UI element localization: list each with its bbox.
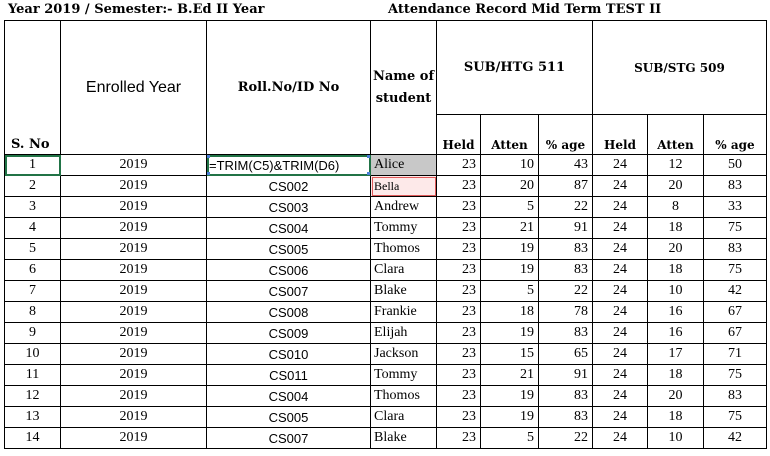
cell-sno[interactable]: 13 [5, 407, 61, 428]
cell-held-2[interactable]: 24 [593, 260, 648, 281]
cell-age-1[interactable]: 91 [539, 365, 593, 386]
cell-age-2[interactable]: 42 [704, 281, 767, 302]
cell-enrolled-year[interactable]: 2019 [61, 386, 207, 407]
cell-atten-1[interactable]: 19 [481, 323, 539, 344]
cell-sno[interactable]: 12 [5, 386, 61, 407]
cell-age-1[interactable]: 22 [539, 281, 593, 302]
cell-roll-no[interactable]: CS004 [207, 218, 371, 239]
cell-atten-2[interactable]: 20 [648, 176, 704, 197]
cell-age-2[interactable]: 75 [704, 218, 767, 239]
cell-age-1[interactable]: 83 [539, 260, 593, 281]
cell-held-2[interactable]: 24 [593, 386, 648, 407]
cell-held-2[interactable]: 24 [593, 176, 648, 197]
cell-held-1[interactable]: 23 [437, 365, 481, 386]
table-row [5, 218, 767, 239]
cell-enrolled-year[interactable]: 2019 [61, 365, 207, 386]
header-enrolled-year[interactable]: Enrolled Year [61, 21, 207, 155]
cell-enrolled-year[interactable]: 2019 [61, 155, 207, 176]
header-age-2[interactable]: % age [704, 115, 767, 155]
cell-enrolled-year[interactable]: 2019 [61, 302, 207, 323]
table-row [5, 323, 767, 344]
cell-held-2[interactable]: 24 [593, 302, 648, 323]
table-row [5, 407, 767, 428]
cell-enrolled-year[interactable]: 2019 [61, 239, 207, 260]
cell-atten-2[interactable]: 8 [648, 197, 704, 218]
cell-age-1[interactable]: 22 [539, 197, 593, 218]
cell-student-name[interactable]: Elijah [371, 323, 437, 344]
cell-held-2[interactable]: 24 [593, 218, 648, 239]
cell-age-2[interactable]: 83 [704, 386, 767, 407]
sheet-title-right[interactable]: Attendance Record Mid Term TEST II [388, 2, 662, 17]
cell-atten-2[interactable]: 18 [648, 218, 704, 239]
cell-roll-no[interactable]: CS007 [207, 281, 371, 302]
cell-student-name[interactable]: Thomos [371, 386, 437, 407]
cell-atten-2[interactable]: 16 [648, 302, 704, 323]
cell-atten-2[interactable]: 18 [648, 365, 704, 386]
cell-held-2[interactable]: 24 [593, 365, 648, 386]
cell-roll-no[interactable]: CS008 [207, 302, 371, 323]
cell-held-2[interactable]: 24 [593, 281, 648, 302]
table-row [5, 155, 767, 176]
cell-enrolled-year[interactable]: 2019 [61, 344, 207, 365]
cell-enrolled-year[interactable]: 2019 [61, 323, 207, 344]
header-held-1[interactable]: Held [437, 115, 481, 155]
header-age-1[interactable]: % age [539, 115, 593, 155]
cell-held-2[interactable]: 24 [593, 239, 648, 260]
cell-atten-1[interactable]: 21 [481, 365, 539, 386]
cell-age-2[interactable]: 75 [704, 365, 767, 386]
header-name-of-student[interactable] [371, 21, 437, 155]
cell-atten-2[interactable]: 12 [648, 155, 704, 176]
cell-age-2[interactable]: 83 [704, 239, 767, 260]
cell-age-1[interactable]: 83 [539, 239, 593, 260]
cell-enrolled-year[interactable]: 2019 [61, 260, 207, 281]
cell-roll-no[interactable]: CS005 [207, 239, 371, 260]
cell-student-name[interactable]: Andrew [371, 197, 437, 218]
cell-held-2[interactable]: 24 [593, 428, 648, 449]
cell-held-1[interactable]: 23 [437, 281, 481, 302]
header-name-text: Name of student [372, 68, 435, 106]
cell-age-1[interactable]: 83 [539, 407, 593, 428]
cell-atten-1[interactable]: 5 [481, 428, 539, 449]
table-row [5, 197, 767, 218]
cell-roll-no[interactable]: CS005 [207, 407, 371, 428]
cell-age-1[interactable]: 91 [539, 218, 593, 239]
cell-roll-no[interactable]: CS011 [207, 365, 371, 386]
cell-age-2[interactable]: 42 [704, 428, 767, 449]
cell-atten-2[interactable]: 10 [648, 281, 704, 302]
cell-sno[interactable]: 9 [5, 323, 61, 344]
table-row [5, 428, 767, 449]
table-row [5, 365, 767, 386]
cell-atten-1[interactable]: 21 [481, 218, 539, 239]
cell-atten-2[interactable]: 18 [648, 260, 704, 281]
cell-held-2[interactable]: 24 [593, 407, 648, 428]
cell-age-1[interactable]: 83 [539, 386, 593, 407]
cell-atten-1[interactable]: 10 [481, 155, 539, 176]
selection-handle[interactable] [207, 155, 211, 159]
cell-atten-1[interactable]: 5 [481, 197, 539, 218]
cell-age-1[interactable]: 78 [539, 302, 593, 323]
cell-age-2[interactable]: 67 [704, 323, 767, 344]
cell-roll-no[interactable]: CS006 [207, 260, 371, 281]
cell-roll-no[interactable]: CS007 [207, 428, 371, 449]
cell-sno[interactable]: 2 [5, 176, 61, 197]
header-sub-stg-509[interactable]: SUB/STG 509 [593, 21, 767, 115]
cell-enrolled-year[interactable]: 2019 [61, 407, 207, 428]
cell-sno[interactable]: 5 [5, 239, 61, 260]
cell-student-name[interactable]: Frankie [371, 302, 437, 323]
cell-age-2[interactable]: 33 [704, 197, 767, 218]
cell-atten-1[interactable]: 19 [481, 260, 539, 281]
cell-held-1[interactable]: 23 [437, 386, 481, 407]
table-row [5, 344, 767, 365]
sheet-title-left[interactable]: Year 2019 / Semester:- B.Ed II Year [8, 2, 265, 17]
cell-sno[interactable]: 8 [5, 302, 61, 323]
cell-atten-2[interactable]: 10 [648, 428, 704, 449]
table-row [5, 260, 767, 281]
cell-atten-1[interactable]: 18 [481, 302, 539, 323]
cell-held-2[interactable]: 24 [593, 344, 648, 365]
attendance-table [4, 20, 767, 449]
cell-atten-1[interactable]: 19 [481, 407, 539, 428]
cell-roll-no[interactable]: CS010 [207, 344, 371, 365]
cell-student-name[interactable]: Thomos [371, 239, 437, 260]
cell-held-1[interactable]: 23 [437, 323, 481, 344]
table-row [5, 176, 767, 197]
selection-handle[interactable] [367, 172, 371, 176]
table-row [5, 281, 767, 302]
cell-student-name[interactable]: Alice [371, 155, 437, 176]
cell-age-2[interactable]: 71 [704, 344, 767, 365]
cell-student-name[interactable]: Clara [371, 407, 437, 428]
cell-student-name[interactable]: Tommy [371, 218, 437, 239]
header-sno[interactable]: S. No [5, 21, 61, 155]
cell-sno[interactable]: 1 [5, 155, 61, 176]
header-held-2[interactable]: Held [593, 115, 648, 155]
cell-atten-2[interactable]: 20 [648, 239, 704, 260]
cell-age-1[interactable]: 43 [539, 155, 593, 176]
cell-age-1[interactable]: 65 [539, 344, 593, 365]
cell-student-name[interactable]: Blake [371, 428, 437, 449]
cell-held-2[interactable]: 24 [593, 323, 648, 344]
table-row [5, 302, 767, 323]
cell-age-1[interactable]: 22 [539, 428, 593, 449]
cell-age-2[interactable]: 75 [704, 407, 767, 428]
cell-held-1[interactable]: 23 [437, 239, 481, 260]
cell-atten-1[interactable]: 15 [481, 344, 539, 365]
cell-enrolled-year[interactable]: 2019 [61, 428, 207, 449]
table-body [5, 155, 767, 449]
table-row [5, 239, 767, 260]
cell-student-name[interactable]: Bella [371, 176, 437, 197]
cell-atten-2[interactable]: 17 [648, 344, 704, 365]
cell-roll-no[interactable]: CS004 [207, 386, 371, 407]
cell-roll-no[interactable]: CS009 [207, 323, 371, 344]
cell-roll-no[interactable]: CS002 [207, 176, 371, 197]
cell-age-2[interactable]: 83 [704, 176, 767, 197]
cell-sno[interactable]: 3 [5, 197, 61, 218]
cell-held-1[interactable]: 23 [437, 176, 481, 197]
cell-sno[interactable]: 4 [5, 218, 61, 239]
cell-atten-1[interactable]: 19 [481, 239, 539, 260]
cell-sno[interactable]: 6 [5, 260, 61, 281]
cell-held-1[interactable]: 23 [437, 218, 481, 239]
header-sub-htg-511[interactable]: SUB/HTG 511 [437, 21, 593, 115]
cell-held-1[interactable]: 23 [437, 260, 481, 281]
cell-enrolled-year[interactable]: 2019 [61, 197, 207, 218]
cell-age-2[interactable]: 50 [704, 155, 767, 176]
header-atten-1[interactable]: Atten [481, 115, 539, 155]
cell-roll-no[interactable]: CS003 [207, 197, 371, 218]
cell-age-1[interactable]: 87 [539, 176, 593, 197]
cell-held-2[interactable]: 24 [593, 197, 648, 218]
header-roll-no[interactable]: Roll.No/ID No [207, 21, 371, 155]
title-row [0, 0, 770, 20]
cell-age-2[interactable]: 67 [704, 302, 767, 323]
cell-held-1[interactable]: 23 [437, 155, 481, 176]
cell-enrolled-year[interactable]: 2019 [61, 218, 207, 239]
cell-enrolled-year[interactable]: 2019 [61, 176, 207, 197]
cell-student-name[interactable]: Jackson [371, 344, 437, 365]
cell-held-1[interactable]: 23 [437, 344, 481, 365]
cell-held-1[interactable]: 23 [437, 197, 481, 218]
cell-student-name[interactable]: Tommy [371, 365, 437, 386]
cell-held-1[interactable]: 23 [437, 407, 481, 428]
header-atten-2[interactable]: Atten [648, 115, 704, 155]
cell-held-2[interactable]: 24 [593, 155, 648, 176]
cell-student-name[interactable]: Clara [371, 260, 437, 281]
cell-sno[interactable]: 10 [5, 344, 61, 365]
selection-handle[interactable] [367, 155, 371, 159]
cell-atten-1[interactable]: 19 [481, 386, 539, 407]
cell-atten-2[interactable]: 18 [648, 407, 704, 428]
cell-atten-2[interactable]: 20 [648, 386, 704, 407]
cell-atten-2[interactable]: 16 [648, 323, 704, 344]
cell-sno[interactable]: 7 [5, 281, 61, 302]
cell-enrolled-year[interactable]: 2019 [61, 281, 207, 302]
cell-held-1[interactable]: 23 [437, 428, 481, 449]
selection-handle[interactable] [207, 172, 211, 176]
cell-age-1[interactable]: 83 [539, 323, 593, 344]
cell-atten-1[interactable]: 5 [481, 281, 539, 302]
cell-sno[interactable]: 11 [5, 365, 61, 386]
cell-atten-1[interactable]: 20 [481, 176, 539, 197]
cell-student-name[interactable]: Blake [371, 281, 437, 302]
cell-held-1[interactable]: 23 [437, 302, 481, 323]
cell-roll-no-formula[interactable]: =TRIM(C5)&TRIM(D6) [207, 155, 371, 176]
cell-age-2[interactable]: 75 [704, 260, 767, 281]
table-row [5, 386, 767, 407]
cell-sno[interactable]: 14 [5, 428, 61, 449]
